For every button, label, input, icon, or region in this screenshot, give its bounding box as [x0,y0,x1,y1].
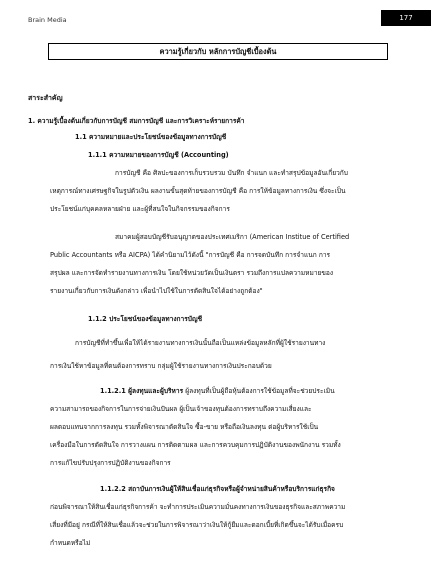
paragraph-line: ผลตอบแทนจากการลงทุน รวมทั้งพิจารณาตัดสินใจ ซื้อ-ขาย หรือถือเงินลงทุน ต่อผู้บริหารใช้เป็น [50,423,319,431]
paragraph-line: การแก้ไขปรับปรุงการปฏิบัติงานของกิจการ [50,459,171,467]
heading-1-1-2: 1.1.2 ประโยชน์ของข้อมูลทางการบัญชี [88,315,203,323]
heading-1-1-2-1-line [100,387,335,396]
paragraph-line: กำหนดหรือไม่ [50,539,91,547]
paragraph-line: การเงินใช้หาข้อมูลที่ตนต้องการทราบ กลุ่มผู้ใช้รายงานทางการเงินประกอบด้วย [50,362,272,370]
heading-1: 1. ความรู้เบื้องต้นเกี่ยวกับการบัญชี สมการบัญชี และการวิเคราะห์รายการค้า [28,117,245,125]
heading-1-1-2-2: 1.1.2.2 สถาบันการเงินผู้ให้สินเชื่อแก่ธุรกิจหรือผู้จำหน่ายสินค้าหรือบริการแก่ธุรกิจ [100,485,335,493]
section-heading: สาระสำคัญ [28,94,63,102]
paragraph-line: Public Accountants หรือ AICPA) ได้คำนิยามไว้ดังนี้ "การบัญชี คือ การจดบันทึก การจำแนก การ [50,251,331,259]
chapter-title: ความรู้เกี่ยวกับ หลักการบัญชีเบื้องต้น [48,43,388,60]
paragraph-line: เครื่องมือในการตัดสินใจ การวางแผน การติดตามผล และการควบคุมการปฏิบัติงานของพนักงาน รวมทั้ง [50,441,341,449]
paragraph-line: เหตุการณ์ทางเศรษฐกิจในรูปตัวเงิน ผลงานขั้นสุดท้ายของการบัญชี คือ การให้ข้อมูลทางการเงิน ซึ่งจะเป็น [50,187,346,195]
paragraph-line: การบัญชีที่ทำขึ้นเพื่อให้ได้รายงานทางการเงินนั้นถือเป็นแหล่งข้อมูลหลักที่ผู้ใช้รายงานทาง [75,339,326,347]
heading-1-1-1: 1.1.1 ความหมายของการบัญชี (Accounting) [88,151,229,159]
paragraph-line: รายงานเกี่ยวกับการเงินดังกล่าว เพื่อนำไปใช้ในการตัดสินใจได้อย่างถูกต้อง" [50,287,263,295]
page-number-badge: 177 [381,10,431,26]
paragraph-line: สรุปผล และการจัดทำรายงานทางการเงิน โดยใช้หน่วยวัดเป็นเงินตรา รวมถึงการแปลความหมายของ [50,269,334,277]
paragraph-line: ความสามารถของกิจการในการจ่ายเงินปันผล ผู้เป็นเจ้าของทุนต้องการทราบถึงความเสี่ยงและ [50,405,312,413]
heading-1-1: 1.1 ความหมายและประโยชน์ของข้อมูลทางการบัญชี [75,133,227,141]
paragraph-text: ผู้ลงทุนที่เป็นผู้ถือหุ้นต้องการใช้ข้อมูลที่จะช่วยประเมิน [183,387,335,395]
paragraph-line: สมาคมผู้สอบบัญชีรับอนุญาตของประเทศเมริกา (American Institue of Certified [115,233,350,241]
publisher-label: Brain Media [28,16,67,24]
paragraph-line: การบัญชี คือ ศิลปะของการเก็บรวบรวม บันทึก จำแนก และทำสรุปข้อมูลอันเกี่ยวกับ [115,169,348,177]
heading-1-1-2-1: 1.1.2.1 ผู้ลงทุนและผู้บริหาร [100,387,184,395]
paragraph-line: ก่อนพิจารณาให้สินเชื่อแก่ธุรกิจการค้า จะทำการประเมินความมั่นคงทางการเงินของธุรกิจและสภาพความ [50,503,346,511]
paragraph-line: ประโยชน์แก่บุคคลหลายฝ่าย และผู้ที่สนใจในกิจกรรมของกิจการ [50,205,230,213]
paragraph-line: เสี่ยงที่มีอยู่ กรณีที่ให้สินเชื่อแล้วจะช่วยในการพิจารณาว่าเงินให้กู้ยืมและดอกเบี้ยที่เกิดขึ้นจะได้รับเมื่อครบ [50,521,344,529]
